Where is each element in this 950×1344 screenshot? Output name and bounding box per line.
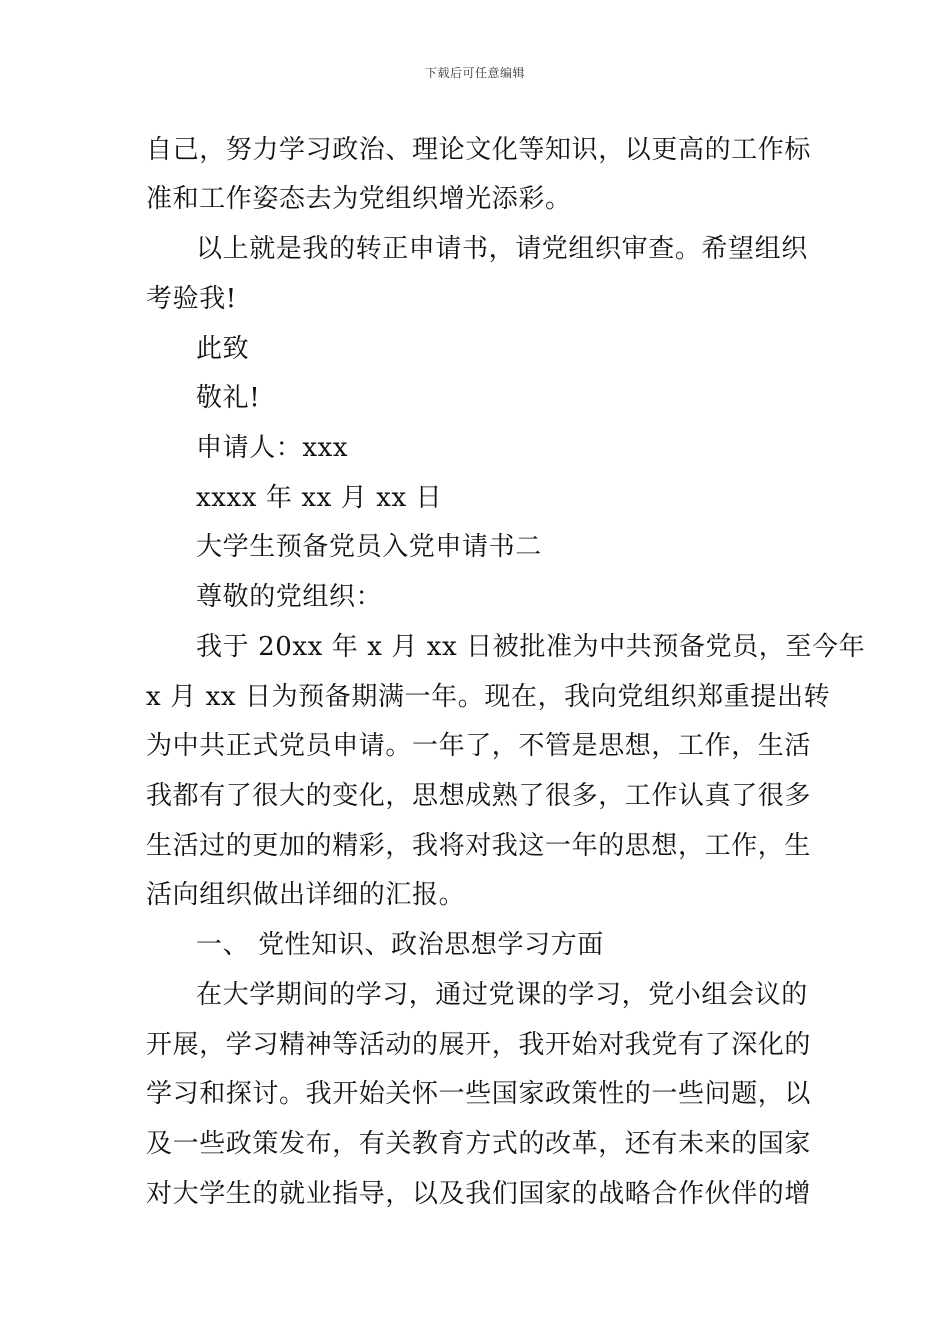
text-line: xxxx 年 xx 月 xx 日 <box>196 483 443 513</box>
text-line: 及一些政策发布，有关教育方式的改革，还有未来的国家 <box>146 1129 812 1159</box>
text-line: 为中共正式党员申请。一年了，不管是思想，工作，生活 <box>146 731 812 761</box>
text-line: 在大学期间的学习，通过党课的学习，党小组会议的 <box>196 980 808 1010</box>
text-line: 尊敬的党组织： <box>196 582 383 612</box>
text-line: x 月 xx 日为预备期满一年。现在，我向党组织郑重提出转 <box>146 682 831 712</box>
text-line: 我于 20xx 年 x 月 xx 日被批准为中共预备党员，至今年 <box>196 632 866 662</box>
text-line: 此致 <box>196 334 250 364</box>
text-line: 以上就是我的转正申请书，请党组织审查。希望组织 <box>196 234 808 264</box>
section-heading: 一、 党性知识、政治思想学习方面 <box>196 930 604 960</box>
section-title: 大学生预备党员入党申请书二 <box>196 532 542 562</box>
text-line: 生活过的更加的精彩，我将对我这一年的思想，工作，生 <box>146 831 812 861</box>
text-line: 考验我! <box>146 284 237 314</box>
text-line: 对大学生的就业指导，以及我们国家的战略合作伙伴的增 <box>146 1179 812 1209</box>
text-line: 学习和探讨。我开始关怀一些国家政策性的一些问题，以 <box>146 1079 812 1109</box>
text-line: 活向组织做出详细的汇报。 <box>146 880 466 910</box>
text-line: 我都有了很大的变化，思想成熟了很多，工作认真了很多 <box>146 781 812 811</box>
text-line: 申请人：xxx <box>196 433 349 463</box>
page-header: 下载后可任意编辑 <box>424 66 525 80</box>
text-line: 自己，努力学习政治、理论文化等知识，以更高的工作标 <box>146 135 812 165</box>
text-line: 开展，学习精神等活动的展开，我开始对我党有了深化的 <box>146 1030 812 1060</box>
text-line: 敬礼! <box>196 383 261 413</box>
text-line: 准和工作姿态去为党组织增光添彩。 <box>146 184 572 214</box>
